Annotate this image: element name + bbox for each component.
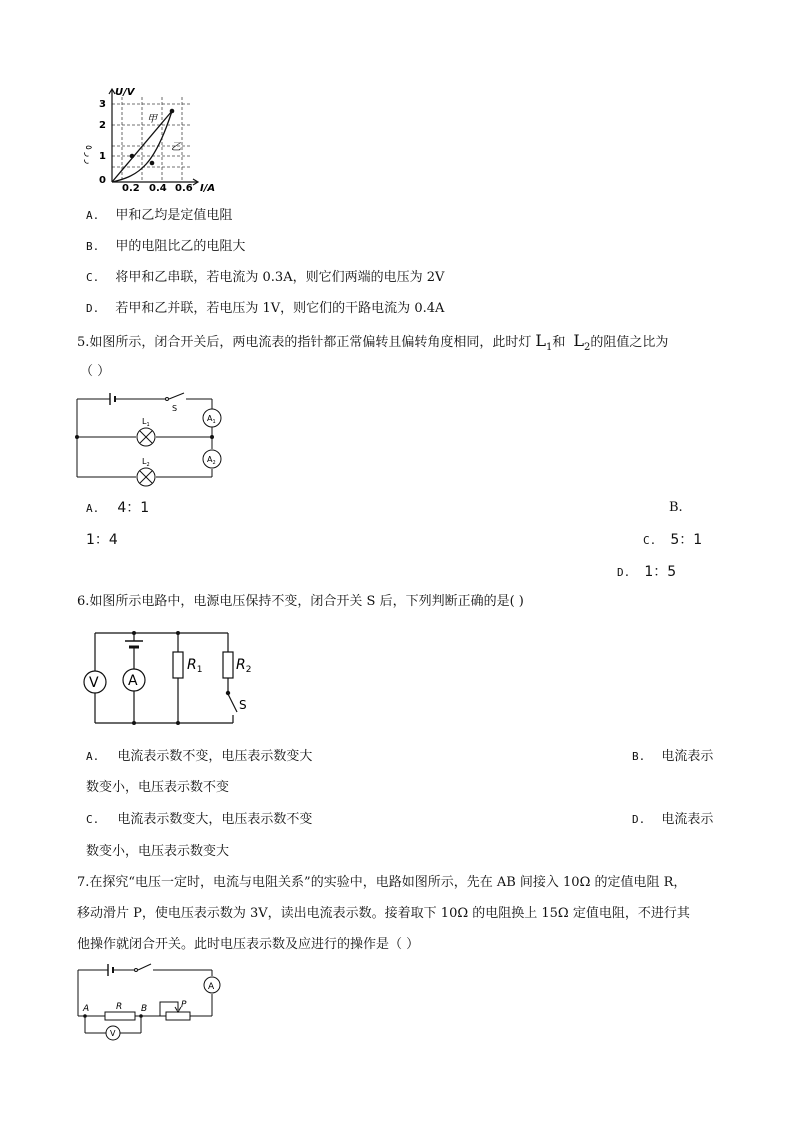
ammeter-a2-label: $A_2$ [207, 455, 216, 466]
x-tick-0-4: 0.4 [149, 183, 167, 194]
curve-jia [112, 111, 172, 182]
resistor-r1-symbol [173, 652, 183, 678]
option-text: 4：1 [117, 500, 150, 516]
resistor-r2-symbol [223, 652, 233, 678]
option-letter: A. [86, 750, 100, 763]
lamp-l1-symbol [137, 428, 155, 446]
y-tick-1: 1 [99, 151, 106, 162]
option-letter: D. [617, 566, 631, 579]
point-a-label: A [83, 1004, 90, 1014]
q5-stem-part2: 的阻值之比为 [590, 335, 669, 350]
switch-blade [228, 694, 237, 712]
voltmeter-label: V [89, 675, 99, 691]
option-text: 将甲和乙串联，若电流为 0.3A，则它们两端的电压为 2V [115, 270, 445, 285]
option-letter: A. [86, 209, 100, 222]
voltmeter-label: V [110, 1029, 116, 1038]
option-text: 电流表示 [661, 749, 714, 764]
option-letter: C. [86, 813, 100, 826]
q6-option-a[interactable] [86, 747, 312, 767]
q6-option-b-cont: 数变小，电压表示数不变 [86, 780, 230, 795]
q5-option-b-text[interactable]: 1：4 [86, 532, 118, 548]
q5-stem [77, 331, 668, 358]
q7-circuit-diagram [75, 960, 225, 1042]
curve-jia-label: 甲 [147, 114, 157, 125]
q6-option-c[interactable] [86, 810, 312, 830]
q5-stem-part1: 5.如图所示，闭合开关后，两电流表的指针都正常偏转且偏转角度相同，此时灯 [77, 335, 532, 350]
y-axis-label: U/V [115, 87, 135, 98]
resistor-r-label: R [116, 1002, 123, 1012]
q5-option-c[interactable] [643, 530, 702, 551]
lamp-l2-symbol [137, 468, 155, 486]
q5-option-a[interactable] [86, 498, 149, 519]
ammeter-label: A [208, 982, 215, 992]
lamp-l2-label: $L_2$ [142, 457, 150, 468]
option-text: 甲的电阻比乙的电阻大 [115, 239, 246, 254]
switch-blade [138, 964, 151, 970]
q6-circuit-diagram [78, 627, 258, 727]
q6-stem: 6.如图所示电路中，电源电压保持不变，闭合开关 S 后，下列判断正确的是( ) [77, 594, 524, 609]
option-text: 电流表示数不变，电压表示数变大 [117, 749, 313, 764]
x-tick-0-2: 0.2 [122, 183, 140, 194]
lamp-l1-label: $L_1$ [142, 417, 150, 428]
option-letter: D. [86, 302, 100, 315]
graph-grid [112, 97, 190, 182]
option-letter: B. [86, 240, 100, 253]
option-text: 电流表示数变大，电压表示数不变 [117, 812, 313, 827]
option-letter: A. [86, 502, 100, 515]
ammeter-a1-label: $A_1$ [207, 414, 216, 425]
q5-option-b-letter[interactable]: B. [669, 500, 683, 515]
option-text: 甲和乙均是定值电阻 [115, 208, 233, 223]
q5-answer-blank: （ ） [80, 364, 111, 379]
q4-option-c[interactable] [86, 268, 444, 288]
switch-label: S [239, 698, 247, 712]
q5-lamp1: $L_1$ [535, 331, 553, 354]
q4-option-d[interactable] [86, 299, 444, 319]
option-text: 若甲和乙并联，若电压为 1V，则它们的干路电流为 0.4A [115, 301, 445, 316]
q4-option-a[interactable] [86, 206, 232, 226]
r2-label: $R_2$ [236, 657, 252, 675]
q6-option-d[interactable] [632, 810, 713, 830]
option-letter: B. [632, 750, 646, 763]
switch-label: S [172, 404, 178, 413]
point-yi [150, 161, 155, 166]
rheostat-symbol [166, 1012, 190, 1020]
q5-lamp2: $L_2$ [573, 331, 591, 354]
q4-option-b[interactable] [86, 237, 245, 257]
resistor-r-symbol [105, 1012, 135, 1020]
option-letter: D. [632, 813, 646, 826]
q4-u-i-graph [85, 84, 220, 192]
q6-option-d-cont: 数变小，电压表示数变大 [86, 844, 230, 859]
q5-conj: 和 [552, 335, 566, 350]
q7-stem-line3: 他操作就闭合开关。此时电压表示数及应进行的操作是（ ） [77, 937, 420, 952]
q7-stem-line1: 7.在探究“电压一定时，电流与电阻关系”的实验中，电路如图所示，先在 AB 间接入 10Ω 的定值电阻 R， [77, 875, 687, 890]
ammeter-label: A [128, 673, 138, 689]
option-letter: C. [643, 534, 657, 547]
switch-blade [169, 393, 184, 399]
option-letter: C. [86, 271, 100, 284]
point-jia [130, 154, 135, 159]
option-text: 电流表示 [661, 812, 714, 827]
y-tick-0: 0 [99, 175, 106, 186]
q5-circuit-diagram [70, 390, 230, 490]
y-tick-2: 2 [99, 120, 106, 131]
graph-side-glyphs: ر ر ٥ [83, 145, 93, 165]
curve-yi-label: 乙 [171, 142, 181, 153]
x-tick-0-6: 0.6 [175, 183, 193, 194]
slider-p-label: P [181, 1000, 187, 1010]
point-intersect [170, 109, 175, 114]
r1-label: $R_1$ [187, 657, 203, 675]
x-axis-label: I/A [200, 183, 216, 194]
option-text: 1：5 [644, 564, 677, 580]
q6-option-b[interactable] [632, 747, 713, 767]
option-text: 5：1 [670, 532, 703, 548]
q5-option-d[interactable] [617, 562, 676, 583]
point-b-label: B [141, 1004, 148, 1014]
y-tick-3: 3 [99, 99, 106, 110]
q7-stem-line2: 移动滑片 P，使电压表示数为 3V，读出电流表示数。接着取下 10Ω 的电阻换上 15Ω 定值电阻，不进行其 [77, 906, 690, 921]
